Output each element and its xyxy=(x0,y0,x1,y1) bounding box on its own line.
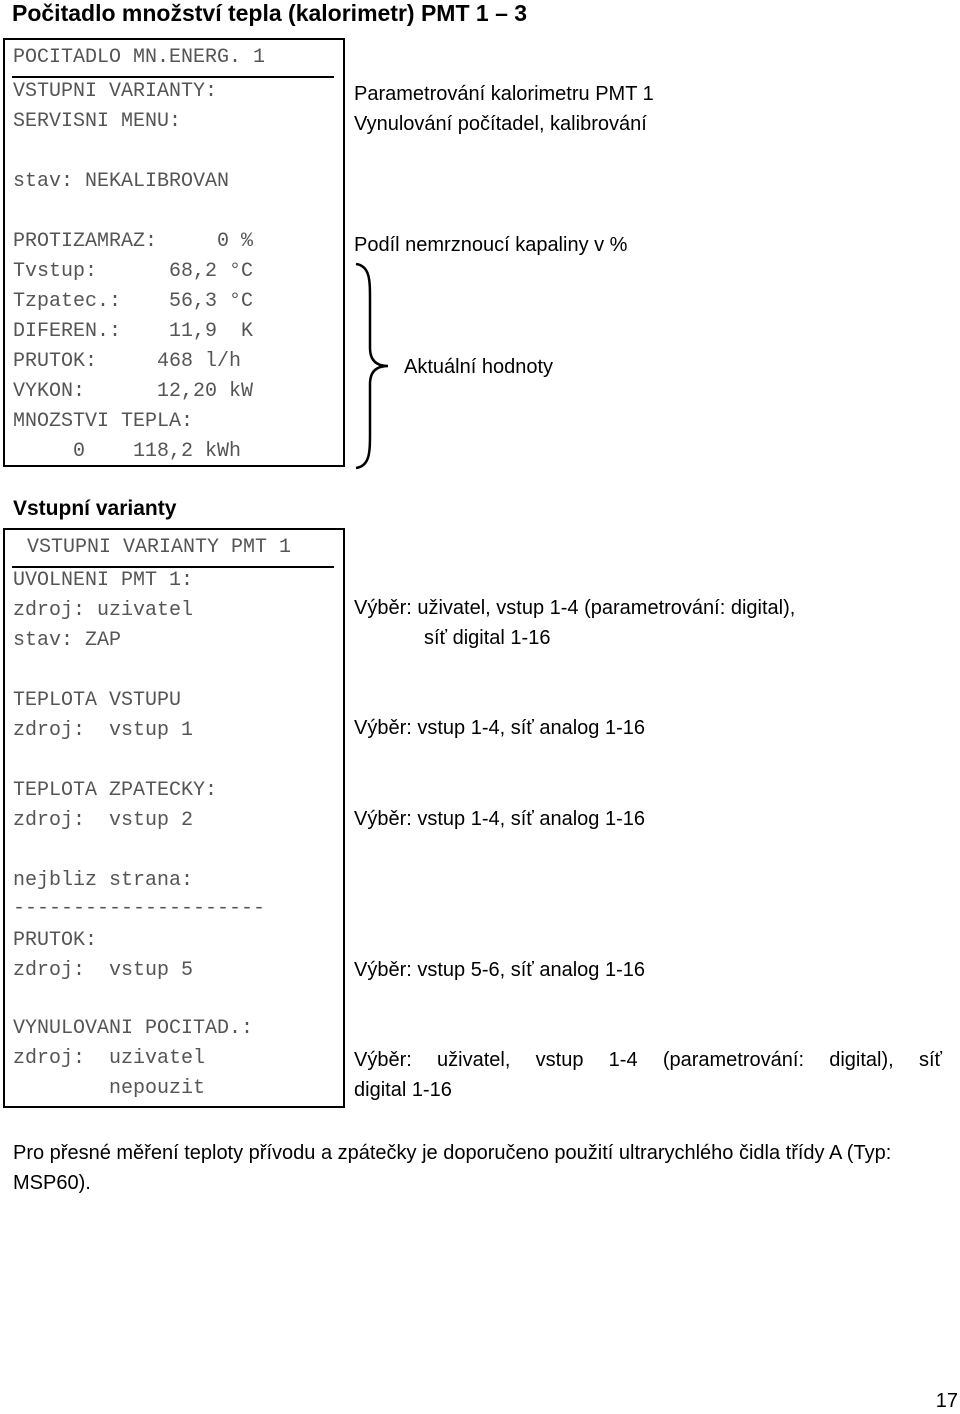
dashed-divider: --------------------- xyxy=(13,897,266,920)
release-source[interactable]: zdroj: uzivatel xyxy=(13,599,194,622)
desc-release-options: Výběr: uživatel, vstup 1-4 (parametrování: digital), xyxy=(354,597,796,619)
calibration-status: stav: NEKALIBROVAN xyxy=(13,170,230,193)
desc-counter-reset-options: Výběr: uživatel, vstup 1-4 (parametrování: digital), síť xyxy=(354,1049,942,1071)
section-heading: Vstupní varianty xyxy=(13,497,177,520)
nearest-side-label: nejbliz strana: xyxy=(13,869,194,892)
release-state[interactable]: stav: ZAP xyxy=(13,629,122,652)
return-temp-value: Tzpatec.: 56,3 °C xyxy=(13,290,254,313)
desc-return-temp-options: Výběr: vstup 1-4, síť analog 1-16 xyxy=(354,808,645,830)
return-temp-source[interactable]: zdroj: vstup 2 xyxy=(13,809,194,832)
release-label[interactable]: UVOLNENI PMT 1: xyxy=(13,569,194,592)
desc-antifreeze: Podíl nemrznoucí kapaliny v % xyxy=(354,234,628,256)
power-value: VYKON: 12,20 kW xyxy=(13,380,254,403)
temp-difference-value: DIFEREN.: 11,9 K xyxy=(13,320,254,343)
antifreeze-value: PROTIZAMRAZ: 0 % xyxy=(13,230,254,253)
counter-reset-label[interactable]: VYNULOVANI POCITAD.: xyxy=(13,1017,254,1040)
inlet-temp-source[interactable]: zdroj: vstup 1 xyxy=(13,719,194,742)
counter-reset-source[interactable]: zdroj: uzivatel xyxy=(13,1047,206,1070)
desc-counter-reset-options-cont: digital 1-16 xyxy=(354,1079,452,1101)
counter-reset-value[interactable]: nepouzit xyxy=(13,1077,206,1100)
variants-header: VSTUPNI VARIANTY PMT 1 xyxy=(15,536,292,559)
display-header: POCITADLO MN.ENERG. 1 xyxy=(13,46,266,69)
return-temp-label[interactable]: TEPLOTA ZPATECKY: xyxy=(13,779,218,802)
inlet-temp-label[interactable]: TEPLOTA VSTUPU xyxy=(13,689,182,712)
desc-release-options-cont: síť digital 1-16 xyxy=(424,627,551,649)
heat-quantity-value: 0 118,2 kWh xyxy=(13,440,242,463)
desc-inlet-temp-options: Výběr: vstup 1-4, síť analog 1-16 xyxy=(354,717,645,739)
heat-quantity-label: MNOZSTVI TEPLA: xyxy=(13,410,194,433)
desc-reset-calibration: Vynulování počítadel, kalibrování xyxy=(354,113,647,135)
flow-source[interactable]: zdroj: vstup 5 xyxy=(13,959,194,982)
flow-label[interactable]: PRUTOK: xyxy=(13,929,98,952)
menu-item-input-variants[interactable]: VSTUPNI VARIANTY: xyxy=(13,80,218,103)
inlet-temp-value: Tvstup: 68,2 °C xyxy=(13,260,254,283)
desc-actual-values: Aktuální hodnoty xyxy=(404,356,553,378)
desc-flow-options: Výběr: vstup 5-6, síť analog 1-16 xyxy=(354,959,645,981)
flow-value: PRUTOK: 468 l/h xyxy=(13,350,242,373)
page-number: 17 xyxy=(935,1390,958,1412)
menu-item-service-menu[interactable]: SERVISNI MENU: xyxy=(13,110,182,133)
desc-parametrization: Parametrování kalorimetru PMT 1 xyxy=(354,83,654,105)
recommendation-note: Pro přesné měření teploty přívodu a zpátečky je doporučeno použití ultrarychlého čidla třídy A (Typ: MSP60). xyxy=(13,1142,892,1194)
brace-icon xyxy=(350,260,400,472)
page-title: Počitadlo množství tepla (kalorimetr) PMT 1 – 3 xyxy=(12,0,528,26)
